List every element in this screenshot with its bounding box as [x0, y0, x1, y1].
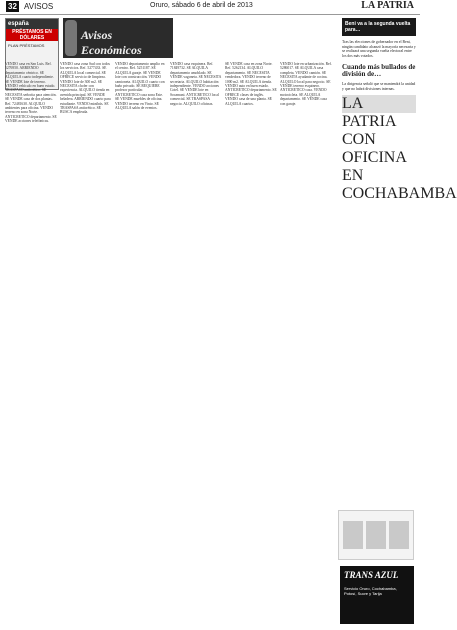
banner-title: Avisos Económicos [81, 28, 142, 57]
banner-figure-icon [65, 20, 77, 56]
bus-ad [340, 566, 414, 624]
classified-column-5: SE VENDE casa en zona Norte. Ref. 5262134. ALQUILO departamento. SE NECESITA vendedora. VENDO terreno de 1000 m2. SE ALQUILA tienda. VENDO auto en buen estado. ANTICRETICO departamento. SE OFRECE clases de inglés. VENDO casa de una planta. SE ALQUILA cuartos. [225, 62, 277, 106]
bank-subtitle: PLAN PRÉSTAMOS [8, 43, 45, 48]
classifieds-banner [63, 18, 173, 58]
newspaper-logo: LA PATRIA [361, 0, 414, 11]
classified-column-6: VENDO lote en urbanización. Ref. 5286017. SE ALQUILA casa completa. VENDO camión. SE NECESITA ayudante de cocina. ALQUILO local para negocio. SE VENDE terreno esquinero. ANTICRETICO casa. VENDO motocicleta. SE ALQUILA departamento. SE VENDE casa con garaje. [280, 62, 332, 106]
classified-column-3: VENDO departamento amplio en el centro. Ref. 5251187. SE ALQUILA garaje. SE VENDE lote con construcción. VENDO camioneta. ALQUILO cuarto con baño privado. SE REQUIERE profesor particular. ANTICRETICO casa zona Este. SE VENDE muebles de oficina. VENDO terreno en Vinto. SE ALQUILA salón de eventos. [115, 62, 165, 111]
thumbnail-1 [343, 521, 363, 549]
sidebar-promo: LA PATRIA CON OFICINA EN COCHABAMBA [342, 95, 457, 202]
thumbnail-strip [338, 510, 414, 560]
bank-brand: españa [6, 19, 58, 29]
classifieds-columns [5, 62, 335, 622]
classified-column-1: VENDO casa en San Luis. Ref. 5276950. ARRIENDO departamento céntrico. SE ALQUILA cuarto independiente. SE VENDE lote de terreno. VENDO vehículo en buen estado. TRASPASO anticrético. SE NECESITA señorita para atención. SE VENDE casa de dos plantas. Ref. 72481630. ALQUILO ambientes para oficina. VENDO terreno en zona Norte. ANTICRETICO departamento. SE VENDE acciones telefónicas. [5, 62, 57, 124]
page-header [0, 0, 420, 15]
thumbnail-2 [366, 521, 386, 549]
sidebar-headline: Cuando más bullados de división de… [342, 63, 416, 78]
page-number: 32 [6, 1, 19, 12]
bank-headline: PRÉSTAMOS EN DÓLARES [6, 29, 58, 41]
section-name: AVISOS [24, 2, 54, 11]
bus-ad-text: Servicio Oruro, Cochabamba, Potosí, Sucre y Tarija [344, 586, 397, 596]
thumbnail-3 [389, 521, 409, 549]
sidebar-body-2: La dirigencia señaló que se mantendrá la unidad y que no habrá divisiones internas. [342, 82, 416, 91]
sidebar-title: Beni va a la segunda vuelta para… [342, 18, 416, 36]
bus-ad-title: TRANS AZUL [344, 570, 399, 580]
classified-column-4: VENDO casa esquinera. Ref. 71849732. SE ALQUILA departamento amoblado. SE VENDE vagoneta. SE NECESITA secretaria. ALQUILO habitación independiente. VENDO acciones Cotel. SE VENDE lote en Socamani. ANTICRETICO local comercial. SE TRASPASA negocio. ALQUILO oficinas. [170, 62, 222, 106]
sidebar-body: Tras las elecciones de gobernador en el Beni, ningún candidato alcanzó la mayoría necesaria y se realizará una segunda vuelta electoral entre los dos más votados. [342, 40, 416, 58]
classified-column-2: VENDO casa zona Sud con todos los servicios. Ref. 5277433. SE ALQUILA local comercial. SE OFRECE servicio de limpieza. VENDO lote de 300 m2. SE NECESITA chofer con experiencia. ALQUILO tienda en avenida principal. SE VENDE heladera. ARRIENDO cuarto para estudiante. VENDO minibús. SE TRASPASA anticrético. SE BUSCA empleada. [60, 62, 111, 115]
issue-date: Oruro, sábado 6 de abril de 2013 [150, 2, 253, 9]
